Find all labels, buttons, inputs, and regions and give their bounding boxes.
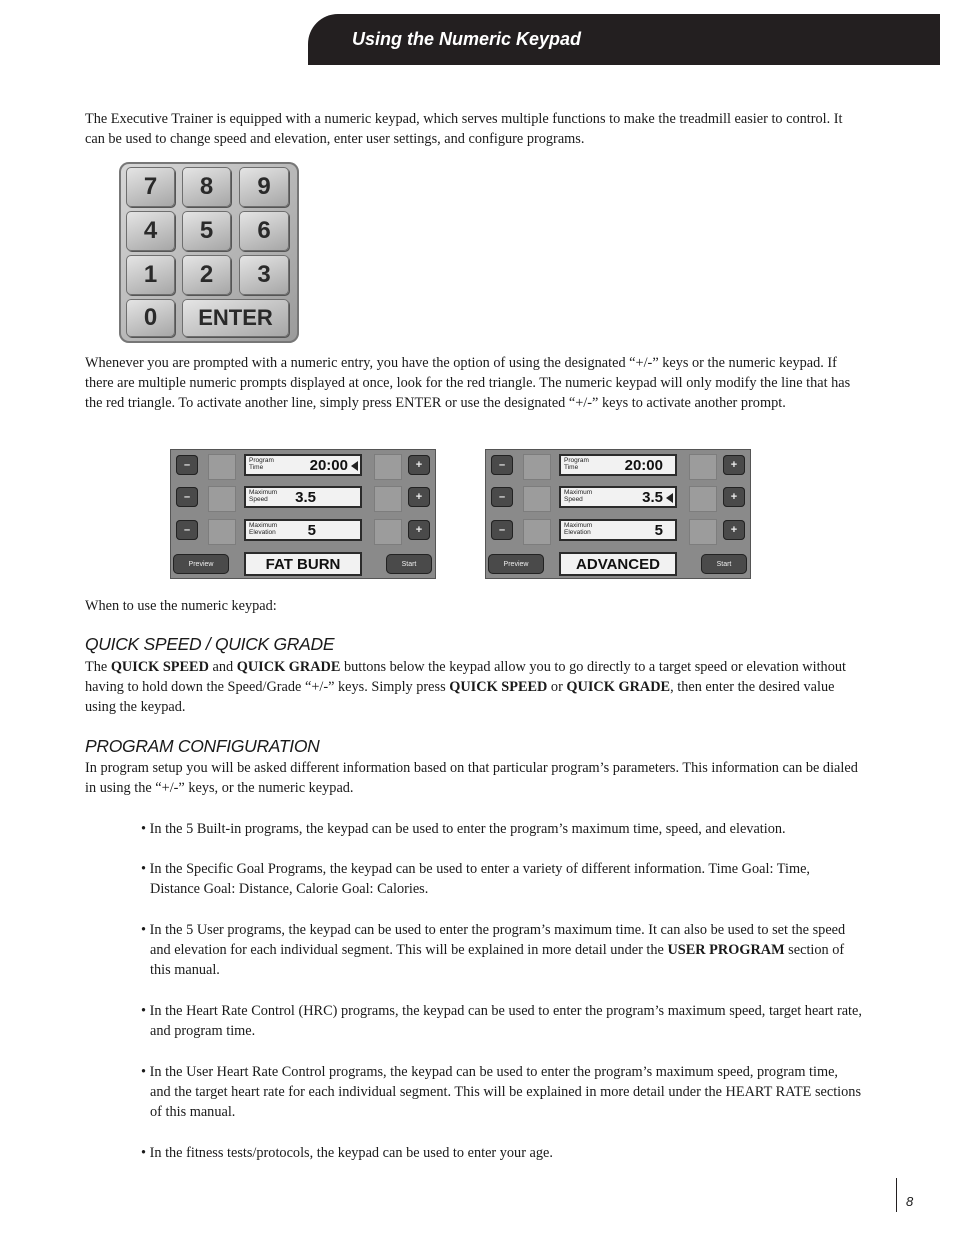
minus-button: – [491,487,513,507]
field-label: Program Time [249,457,274,471]
pattern-tile [689,486,717,512]
field-label: Maximum Elevation [564,522,593,536]
field-label: Maximum Speed [249,489,278,503]
key-0: 0 [126,299,175,337]
bullet-user-programs: • In the 5 User programs, the keypad can be used to enter the program’s maximum time. It can also be used to set the speed and elevation for each individual segment. This will be explained in more detail under the USER PROGRAM section of this manual. [141,922,846,978]
field-program-time [244,454,362,476]
field-maximum-speed [244,486,362,508]
pattern-tile [208,454,236,480]
key-3: 3 [239,255,289,295]
plus-button: + [408,487,430,507]
heading-quick-speed: QUICK SPEED / QUICK GRADE [85,634,335,654]
pattern-tile [523,519,551,545]
plus-button: + [723,520,745,540]
pattern-tile [374,519,402,545]
field-value: 3.5 [642,489,663,506]
program-configuration-paragraph: In program setup you will be asked different information based on that particular program’s parameters. This information can be dialed in using the “+/-” keys, or the numeric keypad. [85,760,858,796]
active-triangle-icon [351,461,358,471]
field-value: 5 [307,522,316,539]
minus-button: – [176,455,198,475]
key-2: 2 [182,255,231,295]
field-label: Program Time [564,457,589,471]
key-4: 4 [126,211,175,251]
section-title: Using the Numeric Keypad [352,29,582,49]
pattern-tile [689,454,717,480]
prompt-paragraph: Whenever you are prompted with a numeric entry, you have the option of using the designated “+/-” keys or the numeric keypad. If there are multiple numeric prompts displayed at once, look for the red triangle. The numeric keypad will only modify the line that has the red triangle. To activate another line, simply press ENTER or use the designated “+/-” keys to activate another prompt. [85,355,851,411]
section-header-bar [308,14,940,65]
plus-button: + [408,455,430,475]
key-enter: ENTER [182,299,289,337]
pattern-tile [523,486,551,512]
pattern-tile [208,486,236,512]
bullet-built-in-programs: • In the 5 Built-in programs, the keypad can be used to enter the program’s maximum time, speed, and elevation. [141,821,786,837]
pattern-tile [374,486,402,512]
plus-button: + [723,487,745,507]
field-value: 20:00 [309,457,348,474]
pattern-tile [374,454,402,480]
program-screen-advanced [485,449,751,579]
field-maximum-speed [559,486,677,508]
field-value: 20:00 [624,457,663,474]
program-screen-fat-burn [170,449,436,579]
field-label: Maximum Elevation [249,522,278,536]
key-8: 8 [182,167,231,207]
program-name: FAT BURN [244,552,362,576]
field-label: Maximum Speed [564,489,593,503]
bullet-fitness-tests: • In the fitness tests/protocols, the keypad can be used to enter your age. [141,1145,553,1161]
intro-paragraph: The Executive Trainer is equipped with a numeric keypad, which serves multiple functions to make the treadmill easier to control. It can be used to change speed and elevation, enter user settings, and configure programs. [85,111,843,147]
page-number-divider [896,1178,897,1212]
minus-button: – [176,520,198,540]
start-button: Start [386,554,432,574]
preview-button: Preview [488,554,544,574]
key-5: 5 [182,211,231,251]
pattern-tile [689,519,717,545]
field-value: 5 [654,522,663,539]
start-button: Start [701,554,747,574]
active-triangle-icon [666,493,673,503]
preview-button: Preview [173,554,229,574]
field-program-time [559,454,677,476]
minus-button: – [491,520,513,540]
plus-button: + [723,455,745,475]
key-1: 1 [126,255,175,295]
heading-program-configuration: PROGRAM CONFIGURATION [85,736,320,756]
program-name: ADVANCED [559,552,677,576]
pattern-tile [523,454,551,480]
key-9: 9 [239,167,289,207]
key-6: 6 [239,211,289,251]
field-maximum-elevation [559,519,677,541]
bullet-user-hrc-programs: • In the User Heart Rate Control programs, the keypad can be used to enter the program’s maximum speed, program time, and the target heart rate for each individual segment. This will be explained in more detail under the HEART RATE sections of this manual. [141,1064,862,1120]
pattern-tile [208,519,236,545]
numeric-keypad-image [119,162,299,343]
bullet-specific-goal-programs: • In the Specific Goal Programs, the keypad can be used to enter a variety of different information. Time Goal: Time, Distance Goal: Distance, Calorie Goal: Calories. [141,861,810,897]
plus-button: + [408,520,430,540]
when-paragraph: When to use the numeric keypad: [85,598,277,614]
field-value: 3.5 [295,489,316,506]
minus-button: – [491,455,513,475]
page-number: 8 [906,1194,914,1209]
field-maximum-elevation [244,519,362,541]
key-7: 7 [126,167,175,207]
bullet-hrc-programs: • In the Heart Rate Control (HRC) programs, the keypad can be used to enter the program’s maximum speed, target heart rate, and program time. [141,1003,862,1039]
minus-button: – [176,487,198,507]
quick-speed-paragraph: The QUICK SPEED and QUICK GRADE buttons below the keypad allow you to go directly to a target speed or elevation without having to hold down the Speed/Grade “+/-” keys. Simply press QUICK SPEED or QUICK GRADE, then enter the desired value using the keypad. [85,659,846,715]
